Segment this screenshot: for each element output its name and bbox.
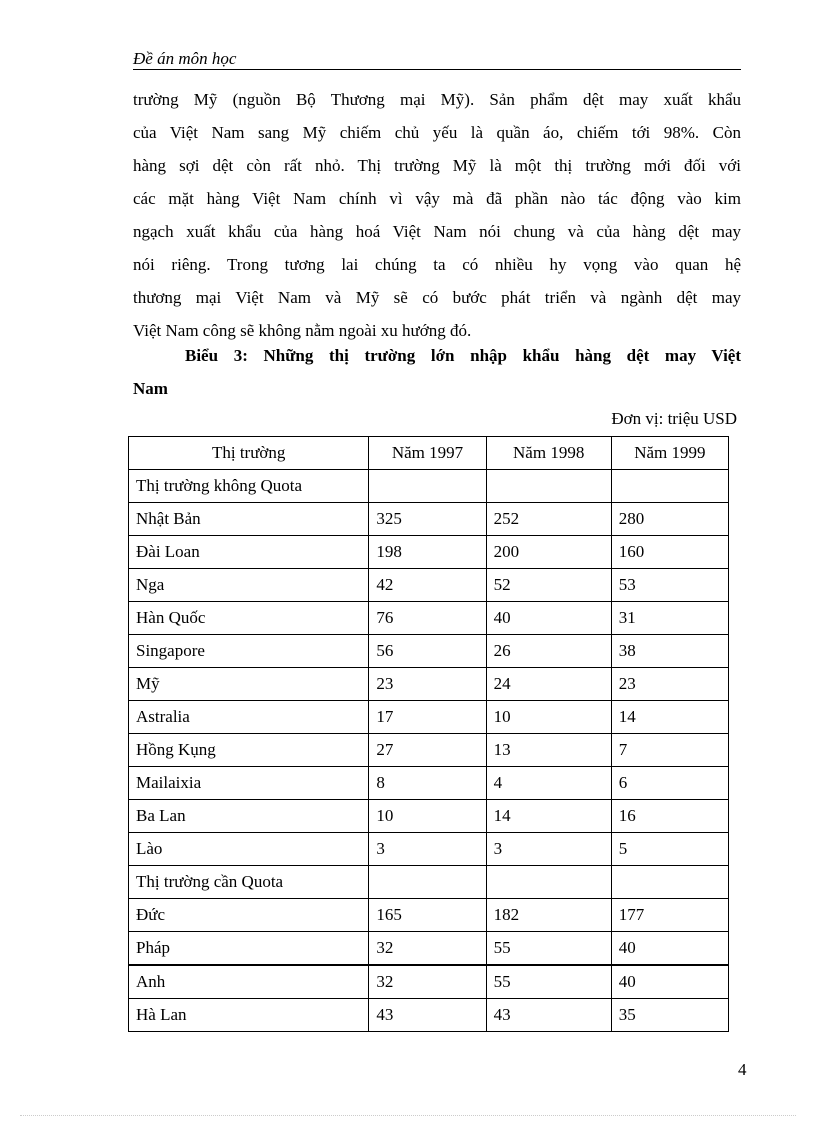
table-cell-market: Lào [129,833,369,866]
paragraph-line: nói riêng. Trong tương lai chúng ta có nhiều hy vọng vào quan hệ [133,255,741,274]
table-row [129,866,729,899]
table-cell-market: Nga [129,569,369,602]
table-cell-value: 182 [486,899,611,932]
paragraph-line: của Việt Nam sang Mỹ chiếm chủ yếu là quần áo, chiếm tới 98%. Còn [133,123,741,142]
page-number: 4 [738,1060,747,1079]
table-cell-value [611,866,728,899]
table-row [129,899,729,932]
table-row [129,800,729,833]
paragraph-line: Việt Nam công sẽ không nằm ngoài xu hướng đó. [133,321,472,340]
table-cell-value [486,470,611,503]
table-cell-value: 8 [369,767,486,800]
table-cell-value: 17 [369,701,486,734]
table-cell-value: 160 [611,536,728,569]
table-cell-value: 280 [611,503,728,536]
table-cell-market: Mailaixia [129,767,369,800]
table-cell-value: 200 [486,536,611,569]
column-header-1997: Năm 1997 [369,437,486,470]
table-cell-value: 55 [486,932,611,966]
table-cell-value: 10 [369,800,486,833]
footer-divider [20,1115,796,1116]
table-cell-value [611,470,728,503]
table-cell-value: 38 [611,635,728,668]
table-cell-value: 23 [611,668,728,701]
paragraph-line: trường Mỹ (nguồn Bộ Thương mại Mỹ). Sản phẩm dệt may xuất khẩu [133,90,741,109]
table-cell-value: 5 [611,833,728,866]
header-title: Đề án môn học [133,49,237,68]
table-row [129,701,729,734]
body-paragraph [133,83,741,347]
table-cell-market: Hồng Kụng [129,734,369,767]
table-caption-line-1: Biểu 3: Những thị trường lớn nhập khẩu hàng dệt may Việt [185,346,741,365]
table-cell-value: 32 [369,965,486,999]
table-cell-value: 43 [369,999,486,1032]
table-cell-value: 3 [486,833,611,866]
table-cell-value: 53 [611,569,728,602]
column-header-1998: Năm 1998 [486,437,611,470]
table-cell-value: 23 [369,668,486,701]
table-row [129,932,729,966]
table-cell-market: Hàn Quốc [129,602,369,635]
table-caption-line-2: Nam [133,379,168,398]
table-cell-market: Thị trường cần Quota [129,866,369,899]
market-table [128,436,729,1032]
table-cell-value: 6 [611,767,728,800]
table-cell-value: 26 [486,635,611,668]
table-cell-value: 35 [611,999,728,1032]
table-cell-market: Mỹ [129,668,369,701]
table-row [129,536,729,569]
table-cell-value: 52 [486,569,611,602]
table-cell-value: 7 [611,734,728,767]
table-cell-value: 27 [369,734,486,767]
table-cell-value: 13 [486,734,611,767]
table-cell-market: Pháp [129,932,369,966]
table-cell-value: 32 [369,932,486,966]
table-cell-value: 56 [369,635,486,668]
table-row [129,734,729,767]
table-cell-market: Anh [129,965,369,999]
paragraph-line: các mặt hàng Việt Nam chính vì vậy mà đã phần nào tác động vào kim [133,189,741,208]
column-header-1999: Năm 1999 [611,437,728,470]
table-cell-value: 42 [369,569,486,602]
table-cell-value: 3 [369,833,486,866]
table-cell-value [486,866,611,899]
unit-label: Đơn vị: triệu USD [611,409,737,428]
table-row [129,635,729,668]
table-cell-value [369,470,486,503]
table-cell-value: 40 [486,602,611,635]
table-cell-value: 14 [486,800,611,833]
table-cell-value: 31 [611,602,728,635]
page-header [133,49,741,70]
table-cell-value: 16 [611,800,728,833]
table-row [129,470,729,503]
table-cell-value: 165 [369,899,486,932]
table-cell-market: Đức [129,899,369,932]
table-cell-market: Nhật Bản [129,503,369,536]
table-cell-value: 14 [611,701,728,734]
table-cell-value: 76 [369,602,486,635]
table-cell-market: Ba Lan [129,800,369,833]
paragraph-line: ngạch xuất khẩu của hàng hoá Việt Nam nói chung và của hàng dệt may [133,222,741,241]
table-row [129,503,729,536]
table-cell-value: 40 [611,932,728,966]
table-row [129,569,729,602]
table-cell-value: 252 [486,503,611,536]
table-cell-value: 177 [611,899,728,932]
table-caption [133,339,741,405]
table-row [129,602,729,635]
table-cell-market: Thị trường không Quota [129,470,369,503]
table-cell-value: 325 [369,503,486,536]
column-header-market: Thị trường [129,437,369,470]
table-cell-value: 40 [611,965,728,999]
table-cell-value: 198 [369,536,486,569]
table-cell-value [369,866,486,899]
table-cell-market: Astralia [129,701,369,734]
table-row [129,999,729,1032]
table-cell-value: 4 [486,767,611,800]
paragraph-line: hàng sợi dệt còn rất nhỏ. Thị trường Mỹ là một thị trường mới đối với [133,156,741,175]
table-cell-value: 10 [486,701,611,734]
table-body [129,470,729,1032]
table-row [129,833,729,866]
table-cell-market: Singapore [129,635,369,668]
table-cell-value: 43 [486,999,611,1032]
table-cell-value: 24 [486,668,611,701]
table-row [129,965,729,999]
table-row [129,668,729,701]
table-cell-market: Đài Loan [129,536,369,569]
paragraph-line: thương mại Việt Nam và Mỹ sẽ có bước phát triển và ngành dệt may [133,288,741,307]
table-row [129,767,729,800]
table-cell-market: Hà Lan [129,999,369,1032]
table-cell-value: 55 [486,965,611,999]
table-header-row [129,437,729,470]
